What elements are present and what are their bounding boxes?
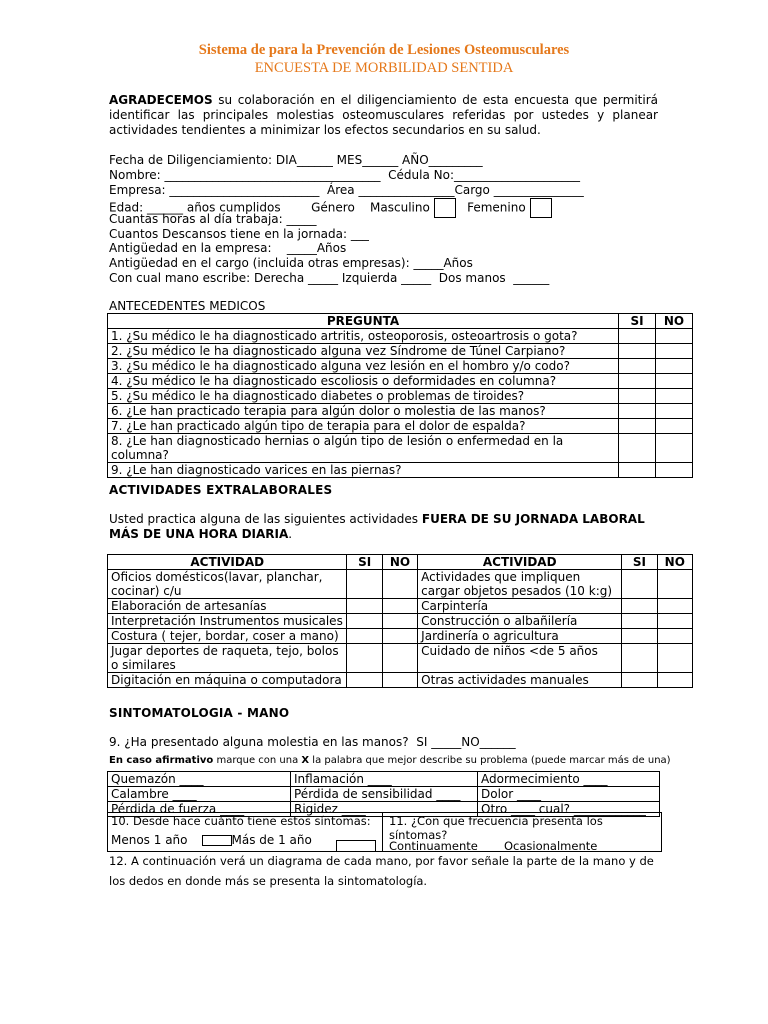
actividad-cell: Jugar deportes de raqueta, tejo, bolos o similares: [108, 644, 347, 673]
si-cell[interactable]: [622, 614, 657, 629]
pregunta-cell: 9. ¿Le han diagnosticado varices en las piernas?: [108, 463, 619, 478]
antecedentes-table: [107, 313, 693, 478]
actividad-cell: Construcción o albañilería: [418, 614, 622, 629]
no-cell[interactable]: [382, 570, 417, 599]
si-cell[interactable]: [347, 570, 382, 599]
sintomatologia-title: SINTOMATOLOGIA - MANO: [109, 706, 290, 720]
q10-cell: [108, 813, 383, 851]
no-cell[interactable]: [657, 570, 692, 599]
no-cell[interactable]: [657, 629, 692, 644]
actividad-cell: Cuidado de niños <de 5 años: [418, 644, 622, 673]
afirm-x: X: [301, 755, 310, 766]
sintoma-cell[interactable]: Quemazón ____: [108, 772, 291, 787]
si-cell[interactable]: [622, 570, 657, 599]
si-cell[interactable]: [622, 629, 657, 644]
no-cell[interactable]: [656, 389, 693, 404]
table-row: [108, 419, 693, 434]
pregunta-cell: 1. ¿Su médico le ha diagnosticado artritis, osteoporosis, osteoartrosis o gota?: [108, 329, 619, 344]
continuamente-label[interactable]: Continuamente: [389, 839, 478, 853]
afirm-bold: En caso afirmativo: [109, 755, 214, 766]
sintoma-cell[interactable]: Adormecimiento ____: [478, 772, 660, 787]
table-row: [108, 599, 693, 614]
si-cell[interactable]: [347, 599, 382, 614]
q10-options: [111, 833, 312, 847]
si-cell[interactable]: [619, 463, 656, 478]
q10-q11-box: [107, 812, 662, 852]
si-cell[interactable]: [619, 404, 656, 419]
si-cell[interactable]: [619, 374, 656, 389]
pregunta-cell: 4. ¿Su médico le ha diagnosticado escoliosis o deformidades en columna?: [108, 374, 619, 389]
table-row: [108, 463, 693, 478]
fecha-field[interactable]: Fecha de Diligenciamiento: DIA______ MES______ AÑO_________: [109, 153, 483, 167]
intro-bold: AGRADECEMOS: [109, 93, 213, 107]
q11-cell: [383, 813, 661, 851]
q11-label: 11. ¿Con que frecuencia presenta los síntomas?: [389, 814, 603, 842]
no-cell[interactable]: [656, 359, 693, 374]
si-cell[interactable]: [622, 644, 657, 673]
si-cell[interactable]: [619, 359, 656, 374]
table-row: [108, 629, 693, 644]
actividad-cell: Oficios domésticos(lavar, planchar, cocinar) c/u: [108, 570, 347, 599]
table-row: [108, 570, 693, 599]
actividad-cell: Digitación en máquina o computadora: [108, 673, 347, 688]
no-cell[interactable]: [657, 599, 692, 614]
q9-field[interactable]: 9. ¿Ha presentado alguna molestia en las manos? SI _____NO______: [109, 735, 516, 749]
actividad-cell: Elaboración de artesanías: [108, 599, 347, 614]
antiguedad-empresa-field[interactable]: Antigüedad en la empresa: _____Años: [109, 241, 347, 255]
femenino-checkbox[interactable]: [530, 198, 552, 218]
si-cell[interactable]: [619, 419, 656, 434]
no-cell[interactable]: [656, 463, 693, 478]
actividad-cell: Jardinería o agricultura: [418, 629, 622, 644]
mano-escribe-field[interactable]: Con cual mano escribe: Derecha _____ Izquierda _____ Dos manos ______: [109, 271, 550, 285]
actividad-cell: Carpintería: [418, 599, 622, 614]
table-row: [108, 644, 693, 673]
table-row: [108, 673, 693, 688]
menos-checkbox[interactable]: [202, 835, 232, 846]
table-row: [108, 374, 693, 389]
header-no-2: NO: [657, 555, 692, 570]
edad-field[interactable]: Edad: ______ años cumplidos Género Masculino: [109, 200, 434, 215]
no-cell[interactable]: [656, 374, 693, 389]
afirm-text-2: la palabra que mejor describe su problema (puede marcar más de una): [309, 755, 671, 766]
si-cell[interactable]: [619, 344, 656, 359]
no-cell[interactable]: [382, 599, 417, 614]
table-row: [108, 389, 693, 404]
si-cell[interactable]: [347, 629, 382, 644]
antiguedad-cargo-field[interactable]: Antigüedad en el cargo (incluida otras empresas): _____Años: [109, 256, 473, 270]
header-si-2: SI: [622, 555, 657, 570]
table-row: [108, 359, 693, 374]
si-cell[interactable]: [622, 673, 657, 688]
actividad-cell: Costura ( tejer, bordar, coser a mano): [108, 629, 347, 644]
question-text: Usted practica alguna de las siguientes actividades: [109, 512, 422, 526]
si-cell[interactable]: [619, 434, 656, 463]
actividades-table: [107, 554, 693, 688]
no-cell[interactable]: [656, 434, 693, 463]
q10-label: 10. Desde hace cuánto tiene estos síntomas:: [111, 814, 371, 828]
ocasionalmente-label[interactable]: Ocasionalmente: [504, 839, 598, 853]
no-cell[interactable]: [656, 344, 693, 359]
sintoma-cell[interactable]: Otro ____ cual? ____________: [478, 802, 660, 817]
no-cell[interactable]: [382, 673, 417, 688]
no-cell[interactable]: [382, 644, 417, 673]
header-si: SI: [347, 555, 382, 570]
afirmativo-instructions: [109, 754, 671, 768]
si-cell[interactable]: [619, 329, 656, 344]
nombre-field[interactable]: Nombre: ____________________________________ Cédula No:_____________________: [109, 168, 581, 182]
no-cell[interactable]: [656, 404, 693, 419]
no-cell[interactable]: [657, 644, 692, 673]
q12-text: 12. A continuación verá un diagrama de cada mano, por favor señale la parte de la mano y de los dedos en donde más se presenta la sintomatología.: [109, 854, 654, 888]
document-title: Sistema de para la Prevención de Lesiones Osteomusculares: [198, 42, 570, 58]
si-cell[interactable]: [622, 599, 657, 614]
empresa-field[interactable]: Empresa: _________________________ Área ________________Cargo _______________: [109, 183, 584, 197]
sintoma-cell[interactable]: Calambre ____: [108, 787, 291, 802]
sintoma-cell[interactable]: Pérdida de sensibilidad ____: [291, 787, 478, 802]
sintoma-cell[interactable]: Rigidez ____: [291, 802, 478, 817]
mas-checkbox[interactable]: [336, 840, 376, 851]
pregunta-cell: 2. ¿Su médico le ha diagnosticado alguna vez Síndrome de Túnel Carpiano?: [108, 344, 619, 359]
table-header-row: [108, 555, 693, 570]
pregunta-cell: 6. ¿Le han practicado terapia para algún dolor o molestia de las manos?: [108, 404, 619, 419]
intro-text: su colaboración en el diligenciamiento de esta encuesta que permitirá identificar las principales molestias osteomusculares referidas por ustedes y planear actividades tendientes a minimizar los efectos secundarios en su salud.: [109, 93, 658, 137]
no-cell[interactable]: [656, 419, 693, 434]
table-row: [108, 772, 660, 787]
afirm-text: marque con una: [213, 755, 302, 766]
document-subtitle: ENCUESTA DE MORBILIDAD SENTIDA: [254, 60, 514, 76]
no-cell[interactable]: [657, 614, 692, 629]
no-cell[interactable]: [657, 673, 692, 688]
si-cell[interactable]: [347, 673, 382, 688]
sintomas-table: [107, 771, 660, 817]
no-cell[interactable]: [382, 629, 417, 644]
pregunta-cell: 3. ¿Su médico le ha diagnosticado alguna vez lesión en el hombro y/o codo?: [108, 359, 619, 374]
sintoma-cell[interactable]: Inflamación ____: [291, 772, 478, 787]
sintoma-cell[interactable]: Dolor ____: [478, 787, 660, 802]
table-row: [108, 434, 693, 463]
table-row: [108, 614, 693, 629]
pregunta-cell: 8. ¿Le han diagnosticado hernias o algún tipo de lesión o enfermedad en la columna?: [108, 434, 619, 463]
masculino-checkbox[interactable]: [434, 198, 456, 218]
descansos-field[interactable]: Cuantos Descansos tiene en la jornada: ___: [109, 227, 369, 241]
actividad-cell: Actividades que impliquen cargar objetos pesados (10 k:g): [418, 570, 622, 599]
header-actividad-2: ACTIVIDAD: [418, 555, 622, 570]
header-si: SI: [619, 314, 656, 329]
antecedentes-title: ANTECEDENTES MEDICOS: [109, 299, 266, 313]
femenino-label: Femenino: [455, 200, 530, 215]
si-cell[interactable]: [347, 614, 382, 629]
sintoma-cell[interactable]: Pérdida de fuerza ____: [108, 802, 291, 817]
table-row: [108, 404, 693, 419]
header-no: NO: [382, 555, 417, 570]
pregunta-cell: 5. ¿Su médico le ha diagnosticado diabetes o problemas de tiroides?: [108, 389, 619, 404]
horas-field[interactable]: Cuantas horas al día trabaja: _____: [109, 212, 317, 226]
pregunta-cell: 7. ¿Le han practicado algún tipo de terapia para el dolor de espalda?: [108, 419, 619, 434]
header-no: NO: [656, 314, 693, 329]
table-row: [108, 344, 693, 359]
extralaborales-title: ACTIVIDADES EXTRALABORALES: [109, 483, 333, 497]
header-actividad: ACTIVIDAD: [108, 555, 347, 570]
mas-label: Más de 1 año: [231, 833, 312, 847]
header-pregunta: PREGUNTA: [108, 314, 619, 329]
table-header-row: [108, 314, 693, 329]
actividad-cell: Otras actividades manuales: [418, 673, 622, 688]
si-cell[interactable]: [347, 644, 382, 673]
extralaborales-question: [109, 512, 669, 542]
question-bold: FUERA DE SU JORNADA LABORAL MÁS DE UNA HORA DIARIA: [109, 512, 645, 541]
no-cell[interactable]: [382, 614, 417, 629]
no-cell[interactable]: [656, 329, 693, 344]
menos-label: Menos 1 año: [111, 833, 188, 847]
table-row: [108, 329, 693, 344]
intro-paragraph: [109, 93, 658, 138]
table-row: [108, 787, 660, 802]
actividad-cell: Interpretación Instrumentos musicales: [108, 614, 347, 629]
si-cell[interactable]: [619, 389, 656, 404]
question-end: .: [288, 527, 293, 541]
